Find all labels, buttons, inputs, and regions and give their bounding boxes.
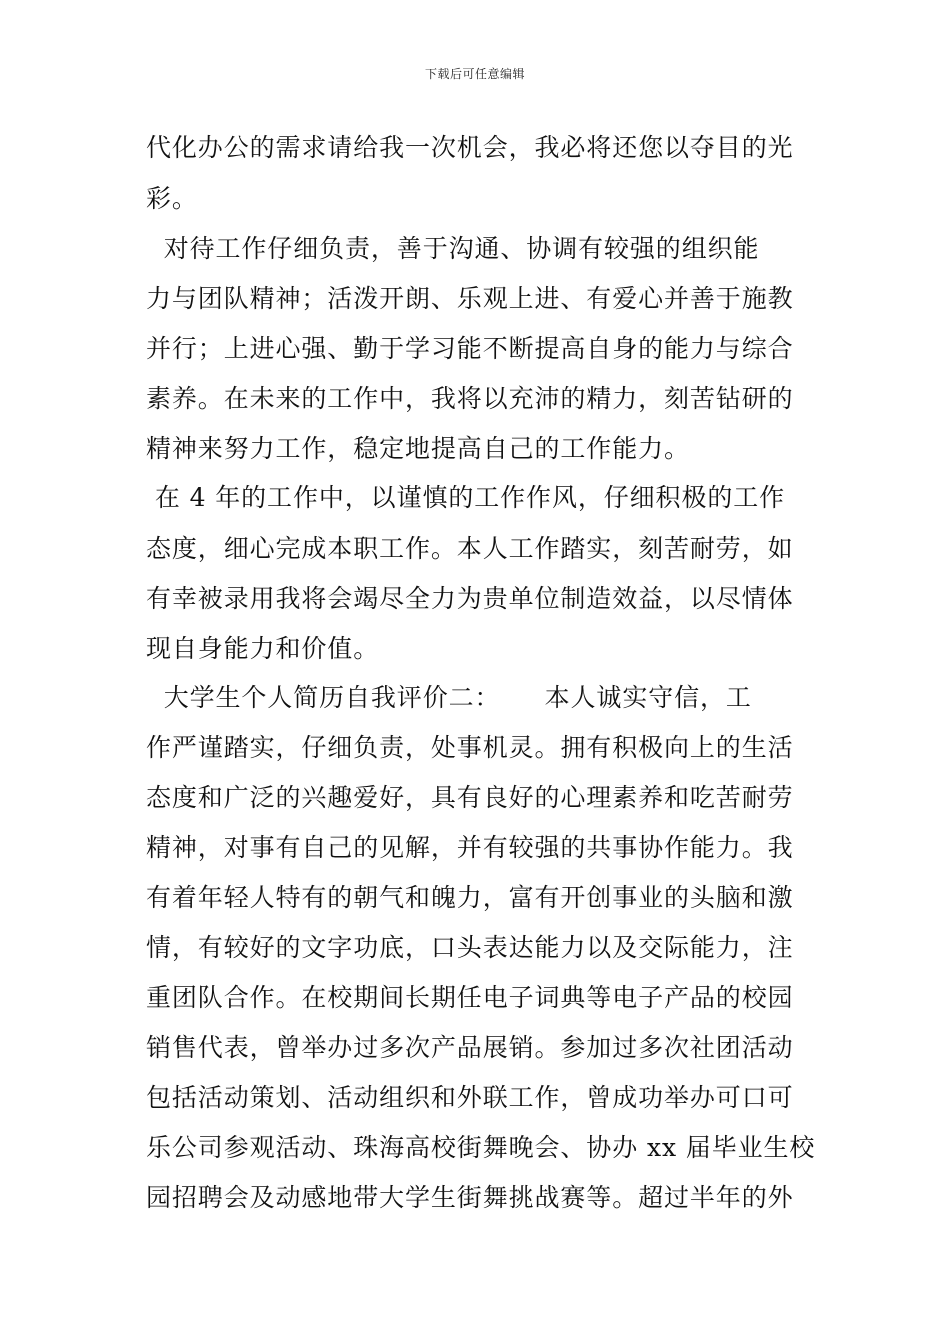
page-header-note: 下载后可任意编辑: [424, 67, 525, 81]
text-line: 现自身能力和价值。: [146, 634, 380, 663]
text-line: 重团队合作。在校期间长期任电子词典等电子产品的校园: [146, 983, 794, 1012]
text-line: 力与团队精神；活泼开朗、乐观上进、有爱心并善于施教: [146, 284, 794, 313]
text-line: 对待工作仔细负责，善于沟通、协调有较强的组织能: [146, 234, 760, 263]
text-line: 乐公司参观活动、珠海高校街舞晚会、协办 xx 届毕业生校: [146, 1133, 816, 1162]
text-line: 大学生个人简历自我评价二： 本人诚实守信，工: [146, 683, 752, 712]
text-line: 精神，对事有自己的见解，并有较强的共事协作能力。我: [146, 833, 794, 862]
text-line: 态度，细心完成本职工作。本人工作踏实，刻苦耐劳，如: [146, 534, 794, 563]
text-line: 精神来努力工作，稳定地提高自己的工作能力。: [146, 434, 690, 463]
text-line: 并行；上进心强、勤于学习能不断提高自身的能力与综合: [146, 334, 794, 363]
text-line: 有着年轻人特有的朝气和魄力，富有开创事业的头脑和激: [146, 883, 794, 912]
text-line: 素养。在未来的工作中，我将以充沛的精力，刻苦钻研的: [146, 384, 794, 413]
text-line: 情，有较好的文字功底，口头表达能力以及交际能力，注: [146, 933, 794, 962]
text-line: 代化办公的需求请给我一次机会，我必将还您以夺目的光: [146, 133, 794, 162]
text-line: 态度和广泛的兴趣爱好，具有良好的心理素养和吃苦耐劳: [146, 783, 794, 812]
text-line: 在 4 年的工作中，以谨慎的工作作风，仔细积极的工作: [146, 483, 786, 512]
text-line: 彩。: [146, 184, 198, 213]
text-line: 有幸被录用我将会竭尽全力为贵单位制造效益，以尽情体: [146, 584, 794, 613]
text-line: 销售代表，曾举办过多次产品展销。参加过多次社团活动: [146, 1033, 794, 1062]
text-line: 包括活动策划、活动组织和外联工作，曾成功举办可口可: [146, 1083, 794, 1112]
text-line: 园招聘会及动感地带大学生街舞挑战赛等。超过半年的外: [146, 1183, 794, 1212]
text-line: 作严谨踏实，仔细负责，处事机灵。拥有积极向上的生活: [146, 733, 794, 762]
